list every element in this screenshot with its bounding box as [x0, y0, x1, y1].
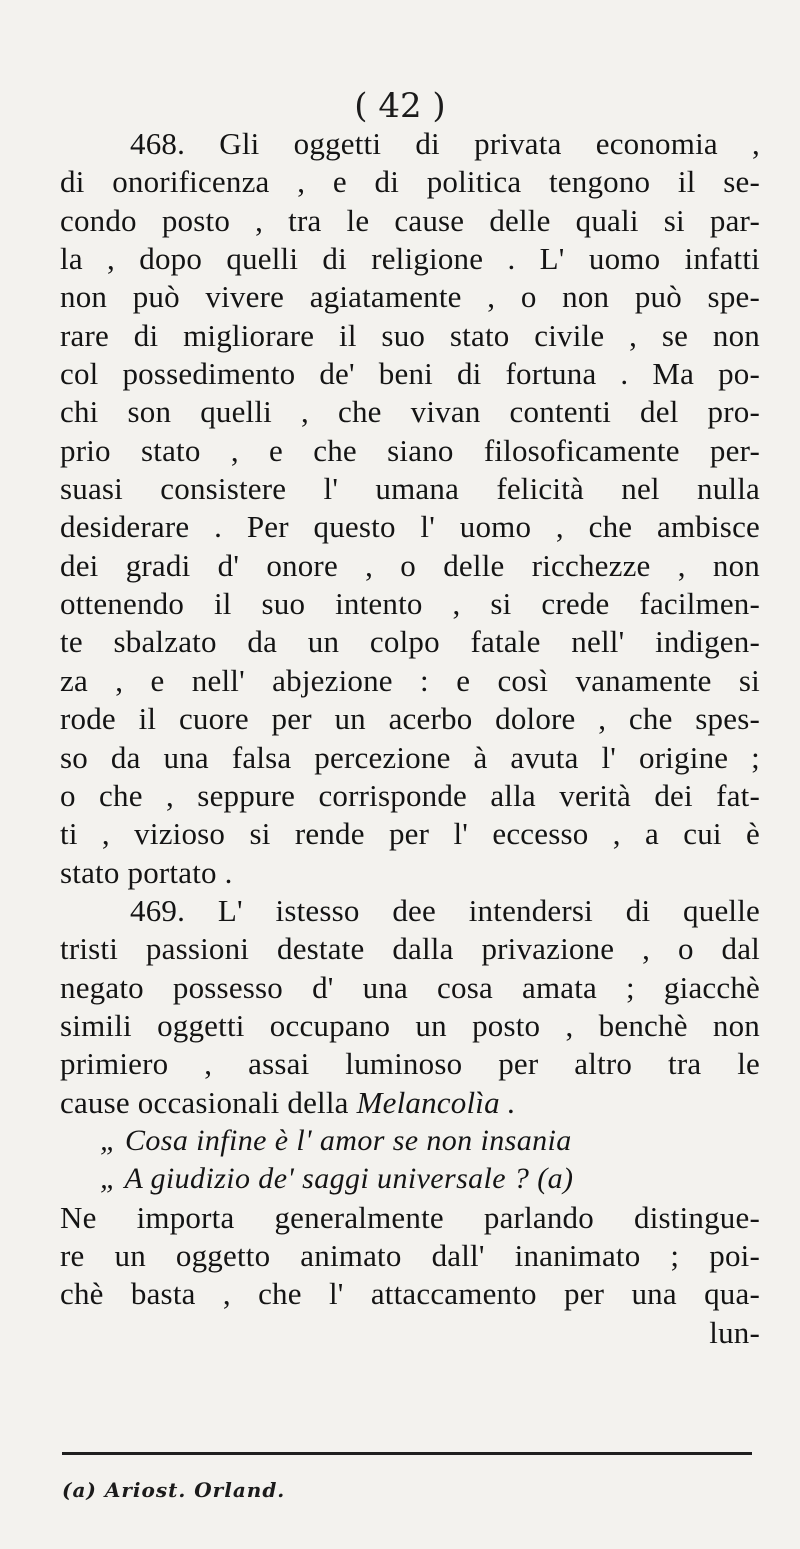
- text-line: ottenendo il suo intento , si crede facilmen-: [60, 586, 760, 622]
- page-number: ( 42 ): [354, 86, 446, 126]
- text-line: col possedimento de' beni di fortuna . Ma po-: [60, 356, 760, 392]
- text-line: prio stato , e che siano filosoficamente per-: [60, 432, 760, 468]
- text-line: di onorificenza , e di politica tengono il se-: [60, 164, 760, 200]
- text-line: ti , vizioso si rende per l' eccesso , a cui è: [60, 816, 760, 852]
- text-line: dei gradi d' onore , o delle ricchezze , non: [60, 547, 760, 583]
- text-line: rode il cuore per un acerbo dolore , che spes-: [60, 701, 760, 737]
- text-line: suasi consistere l' umana felicità nel nulla: [60, 471, 760, 507]
- text-line: primiero , assai luminoso per altro tra le: [60, 1046, 760, 1082]
- text-line: stato portato .: [60, 854, 233, 890]
- text-line: o che , seppure corrisponde alla verità dei fat-: [60, 777, 760, 813]
- text-line: desiderare . Per questo l' uomo , che ambisce: [60, 509, 760, 545]
- text-line: chi son quelli , che vivan contenti del pro-: [60, 394, 760, 430]
- text-line: 469. L' istesso dee intendersi di quelle: [130, 892, 760, 928]
- text-line: Ne importa generalmente parlando distingue-: [60, 1199, 760, 1235]
- text-line: so da una falsa percezione à avuta l' origine ;: [60, 739, 760, 775]
- text-line: chè basta , che l' attaccamento per una qua-: [60, 1276, 760, 1312]
- text-line: la , dopo quelli di religione . L' uomo infatti: [60, 241, 760, 277]
- text-line: condo posto , tra le cause delle quali si par-: [60, 202, 760, 238]
- text-line: za , e nell' abjezione : e così vanamente si: [60, 662, 760, 698]
- italic-term: Melancolìa .: [356, 1084, 516, 1120]
- text-line: tristi passioni destate dalla privazione , o dal: [60, 931, 760, 967]
- verse-line: „ A giudizio de' saggi universale ? (a): [100, 1162, 574, 1196]
- page-body-text: [60, 125, 760, 1352]
- text-line: non può vivere agiatamente , o non può spe-: [60, 279, 760, 315]
- text-line: negato possesso d' una cosa amata ; giacchè: [60, 969, 760, 1005]
- text-line: te sbalzato da un colpo fatale nell' indigen-: [60, 624, 760, 660]
- text-line: simili oggetti occupano un posto , benchè non: [60, 1007, 760, 1043]
- text-line: rare di migliorare il suo stato civile , se non: [60, 317, 760, 353]
- text-line: [60, 1084, 760, 1122]
- footnote: (a) Ariost. Orland.: [62, 1478, 286, 1502]
- text-line: 468. Gli oggetti di privata economia ,: [130, 126, 760, 161]
- catchword: lun-: [709, 1314, 760, 1350]
- text-segment: cause occasionali della: [60, 1084, 349, 1120]
- verse-line: „ Cosa infine è l' amor se non insania: [100, 1123, 572, 1157]
- text-line: re un oggetto animato dall' inanimato ; poi-: [60, 1237, 760, 1273]
- footnote-rule: [62, 1452, 752, 1455]
